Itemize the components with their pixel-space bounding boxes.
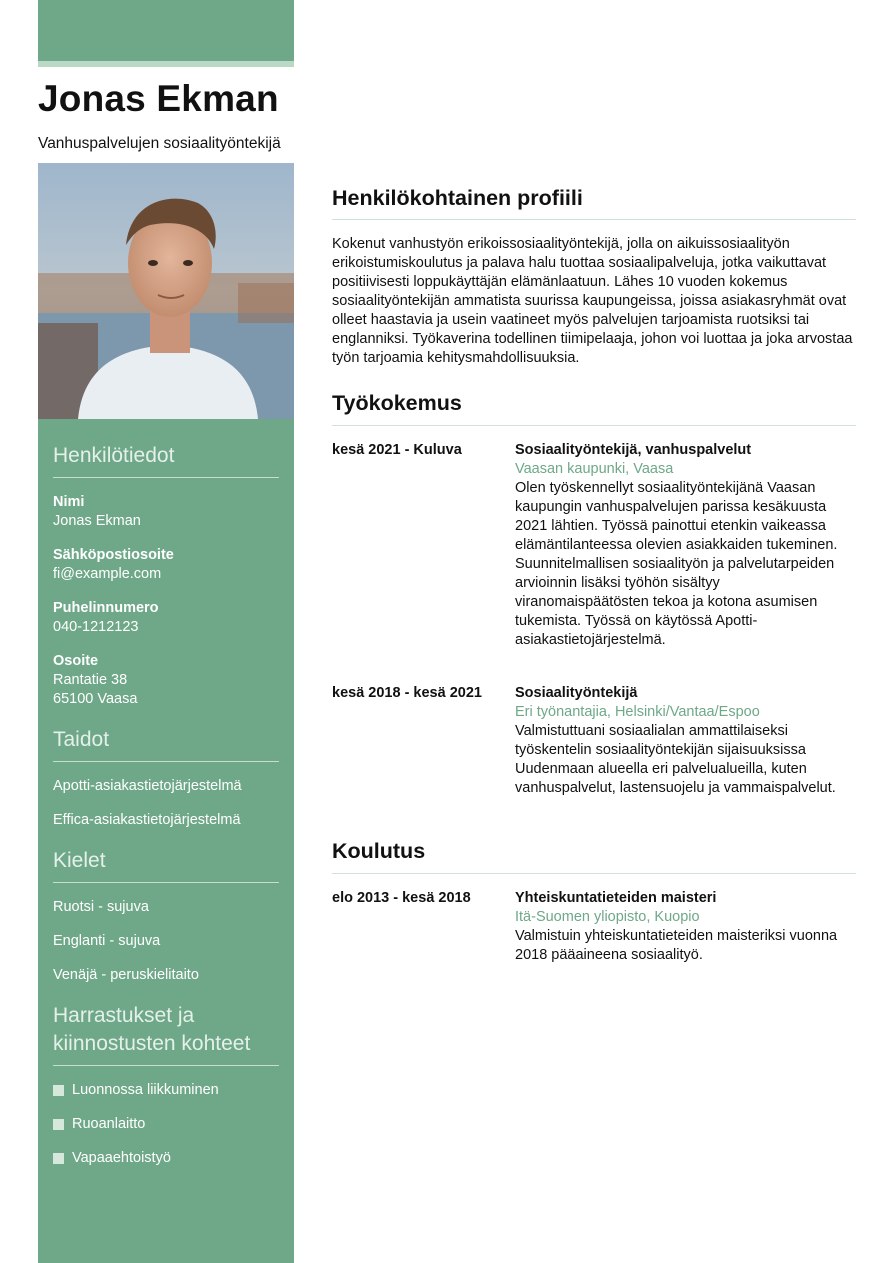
sidebar [38,419,294,1263]
experience-title: Sosiaalityöntekijä, vanhuspalvelut [515,442,752,458]
divider [332,873,856,874]
hobby-item [53,1115,279,1134]
name-value: Jonas Ekman [53,513,141,529]
language-item: Englanti - sujuva [53,933,161,949]
divider [332,425,856,426]
profile-text: Kokenut vanhustyön erikoissosiaalityöntekijä, jolla on aikuissosiaalityön erikoistumiskoulutus ja palava halu tuottaa sosiaalipalveluja, jotka vaikuttavat positiivisesti loppukäyttäjän elämänlaatuun. Lähes 10 vuoden kokemus sosiaalityöntekijän ammatista suurissa kaupungeissa, joissa asiakasryhmät ovat olleet haastavia ja usein vaatineet myös palvelujen tarjoamista ruotsiksi tai englanniksi. Työkaverina todellinen tiimipelaaja, johon voi luottaa ja joka arvostaa työn tarjoamia kehitysmahdollisuuksia. [332,236,853,366]
education-org: Itä-Suomen yliopisto, Kuopio [515,909,700,925]
experience-dates: kesä 2018 - kesä 2021 [332,685,482,701]
profile-photo [38,163,294,419]
language-item: Ruotsi - sujuva [53,899,149,915]
email-value[interactable]: fi@example.com [53,566,162,582]
hobby-label: Vapaaehtoistyö [72,1150,171,1166]
square-bullet-icon [53,1119,64,1130]
profile-heading: Henkilökohtainen profiili [332,186,583,210]
square-bullet-icon [53,1153,64,1164]
education-dates: elo 2013 - kesä 2018 [332,890,471,906]
sidebar-top-block [38,0,294,61]
hobby-item [53,1149,279,1168]
experience-heading: Työkokemus [332,391,462,415]
address-label: Osoite [53,653,99,669]
education-heading: Koulutus [332,839,426,863]
experience-dates: kesä 2021 - Kuluva [332,442,462,458]
email-label: Sähköpostiosoite [53,547,174,563]
language-item: Venäjä - peruskielitaito [53,967,199,983]
job-title: Vanhuspalvelujen sosiaalityöntekijä [38,135,281,152]
person-name: Jonas Ekman [38,78,279,119]
skill-item: Apotti-asiakastietojärjestelmä [53,778,242,794]
languages-heading: Kielet [53,849,106,872]
experience-entry [515,441,856,650]
address-line-1: Rantatie 38 [53,672,128,688]
skills-heading: Taidot [53,728,110,751]
experience-description: Olen työskennellyt sosiaalityöntekijänä Vaasan kaupungin vanhuspalvelujen parissa kesäkuusta 2021 lähtien. Työssä painottui etenkin vaikeassa elämäntilanteessa olevien asiakkaiden tukeminen. Suunnitelmallisen sosiaalityön ja palvelutarpeiden arvioinnin lisäksi työhön sisältyy viranomaispäätösten tekoa ja kotona asumisen tukemista. Työssä on käytössä Apotti-asiakastietojärjestelmä. [515,480,838,648]
experience-title: Sosiaalityöntekijä [515,685,638,701]
phone-value: 040-1212123 [53,619,139,635]
experience-description: Valmistuttuani sosiaalialan ammattilaiseksi työskentelin sosiaalityöntekijän sijaisuuksissa Uudenmaan alueella eri palvelualueilla, kuten vanhuspalvelut, lastensuojelu ja vammaispalvelut. [515,723,836,796]
experience-org: Eri työnantajia, Helsinki/Vantaa/Espoo [515,704,760,720]
skill-item: Effica-asiakastietojärjestelmä [53,812,241,828]
personal-info-heading: Henkilötiedot [53,444,175,467]
divider [332,219,856,220]
experience-org: Vaasan kaupunki, Vaasa [515,461,674,477]
hobby-label: Luonnossa liikkuminen [72,1082,219,1098]
experience-entry [515,684,856,798]
square-bullet-icon [53,1085,64,1096]
education-description: Valmistuin yhteiskuntatieteiden maisteriksi vuonna 2018 pääaineena sosiaalityö. [515,928,838,963]
phone-label: Puhelinnumero [53,600,159,616]
address-line-2: 65100 Vaasa [53,691,138,707]
hobby-label: Ruoanlaitto [72,1116,146,1132]
hobbies-heading-line-1: Harrastukset ja [53,1004,195,1027]
name-label: Nimi [53,494,85,510]
hobby-item [53,1081,279,1100]
sidebar-top-stripe [38,61,294,67]
hobbies-heading-line-2: kiinnostusten kohteet [53,1032,251,1055]
education-entry [515,889,856,965]
education-title: Yhteiskuntatieteiden maisteri [515,890,717,906]
